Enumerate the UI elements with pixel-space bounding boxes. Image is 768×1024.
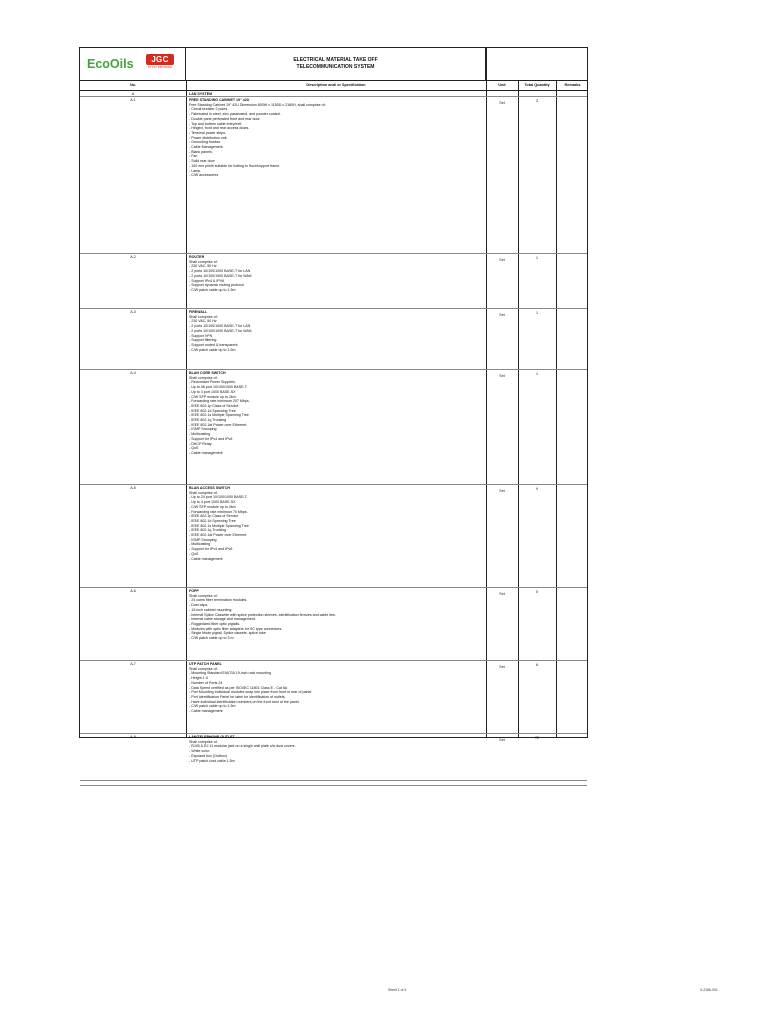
item-unit: Set: [499, 373, 505, 378]
item-quantity: 1: [536, 311, 538, 315]
item-quantity: 6: [536, 663, 538, 667]
item-spec-line: - DHCP Relay: [189, 441, 212, 446]
row-divider: [80, 780, 587, 781]
item-spec-line: - Cable management: [189, 556, 223, 561]
item-title: BLAN ACCESS SWITCH: [189, 486, 230, 490]
item-spec-line: - Lamp.: [189, 168, 202, 173]
item-spec-line: - 230 VAC, 50 Hz: [189, 264, 217, 269]
jgc-logo-mark: JGC: [146, 54, 174, 65]
item-description: [189, 371, 484, 456]
col-desc-header: Description and/ or Specification: [306, 83, 366, 87]
item-spec-line: Shall comprise of:: [189, 314, 218, 319]
col-no-header: No.: [129, 83, 137, 87]
item-spec-line: - Number of Ports 24: [189, 680, 223, 685]
item-spec-line: - IEEE 802.1af Power over Ethernet.: [189, 533, 248, 538]
item-spec-line: - Cable Management.: [189, 145, 224, 150]
item-unit: Set: [499, 591, 505, 596]
item-description: [189, 255, 484, 293]
item-spec-line: - Solid rear door: [189, 159, 215, 164]
item-spec-line: - IEEE 802.1p Class of Service: [189, 514, 239, 519]
item-unit: Set: [499, 664, 505, 669]
item-spec-line: - Fabricated in steel, zinc passivated, and powder coated.: [189, 112, 281, 117]
item-number: A-4: [130, 371, 136, 375]
mto-sheet: [79, 47, 588, 763]
item-spec-line: - Port Mounting Individual modules snap into place from front or rear of panel.: [189, 690, 313, 695]
item-spec-line: - Have individual identification numbers on the front door of the panel.: [189, 699, 300, 704]
logo-cell: [80, 48, 186, 80]
col-unit-header: Unit: [498, 83, 506, 87]
item-spec-line: - Support routed & transparent: [189, 342, 238, 347]
item-quantity: 3: [536, 99, 538, 103]
page-footer: Sheet 1 of 4: [388, 988, 407, 992]
item-spec-line: - 2 ports 10/100/1000 BASE-T for WAN: [189, 328, 252, 333]
jgc-logo-tagline: PT JGC INDONESIA: [147, 66, 173, 69]
item-spec-line: - Modules with optic fiber adapters for SC type connectors.: [189, 626, 283, 631]
doc-title-line1: ELECTRICAL MATERIAL TAKE OFF: [293, 57, 378, 63]
item-spec-line: - IGMP Snooping: [189, 427, 217, 432]
item-spec-line: - 19-inch cabinet mounting.: [189, 607, 233, 612]
item-spec-line: - White color.: [189, 749, 210, 754]
item-spec-line: - Multicasting: [189, 432, 211, 437]
item-spec-line: - Single Mode pigtail, Splice cassete, splice tube: [189, 631, 266, 636]
col-divider: [518, 80, 519, 737]
item-spec-line: - Mounting Standard EIA/TIA 19-inch rack mounting: [189, 671, 272, 676]
item-spec-line: Shall comprise of:: [189, 666, 218, 671]
item-spec-line: - Up to 4 port 1000 BASE-SX: [189, 500, 236, 505]
item-spec-line: - Internal Splice Cassette with splice protection sleeves, identification ferrules and cable ties.: [189, 612, 336, 617]
col-qty-header: Total Quantity: [524, 83, 550, 87]
item-number: A-3: [130, 310, 136, 314]
column-header-row: [80, 80, 587, 91]
item-spec-line: - Dust caps.: [189, 603, 209, 608]
row-divider: [80, 369, 587, 370]
row-divider: [80, 253, 587, 254]
item-spec-line: - Multicasting: [189, 542, 211, 547]
item-spec-line: - C/W SFP module up to 2km: [189, 504, 236, 509]
col-divider: [186, 80, 187, 737]
item-spec-line: - IEEE 802.1d Spanning Tree: [189, 518, 236, 523]
item-spec-line: - C/W patch cable up to 3 m: [189, 636, 234, 641]
row-divider: [80, 785, 587, 786]
item-spec-line: - C/W patch cable up to 1.5m: [189, 704, 236, 709]
item-unit: Set: [499, 100, 505, 105]
item-quantity: 9: [536, 487, 538, 491]
item-spec-line: - Port Identification Panel for label for identification of outlets.: [189, 694, 286, 699]
item-spec-line: - QoS: [189, 446, 199, 451]
item-spec-line: - Support for IPv4 and IPv6: [189, 547, 233, 552]
doc-title-line2: TELECOMMUNICATION SYSTEM: [296, 63, 375, 70]
item-spec-line: - Hinged, front and rear access doors.: [189, 126, 250, 131]
item-spec-line: - 2 ports 10/100/1000 BASE-T for WAN: [189, 273, 252, 278]
item-title: BLAN CORE SWITCH: [189, 371, 226, 375]
item-spec-line: - Exposed box (Outbox): [189, 753, 227, 758]
item-title: UTP PATCH PANEL: [189, 662, 222, 666]
item-spec-line: Shall comprise of:: [189, 739, 218, 744]
item-number: A-2: [130, 255, 136, 259]
item-spec-line: - Support VPN: [189, 333, 213, 338]
row-divider: [80, 484, 587, 485]
ecooils-logo: EcoOils: [87, 57, 134, 71]
item-spec-line: - Cable management: [189, 450, 223, 455]
col-divider: [486, 48, 487, 737]
item-spec-line: - Forwarding rate minimum 70 Mbps.: [189, 509, 248, 514]
item-spec-line: - C/W patch cable up to 1.5m: [189, 347, 236, 352]
item-description: [189, 589, 484, 641]
row-divider: [80, 96, 587, 97]
section-number: A: [131, 92, 135, 96]
col-remarks-header: Remarks: [564, 83, 581, 87]
title-cell: [186, 48, 486, 80]
item-description: [189, 735, 484, 763]
item-spec-line: - IEEE 802.1af Power over Ethernet.: [189, 422, 248, 427]
item-title: ROUTER: [189, 255, 205, 259]
item-spec-line: - IEEE 802.1s Multiple Spanning Tree: [189, 413, 249, 418]
item-unit: Set: [499, 737, 505, 742]
item-spec-line: - RJ45 & RJ 11 modular jack on a single wall plate c/w dust covers.: [189, 744, 296, 749]
item-spec-line: - 2 ports 10/100/1000 BASE-T for LAN: [189, 324, 251, 329]
item-spec-line: - QoS: [189, 551, 199, 556]
row-divider: [80, 733, 587, 734]
item-quantity: 1: [536, 256, 538, 260]
item-spec-line: - Terminal power strips.: [189, 130, 227, 135]
item-spec-line: - Support IPv4 & IPV6: [189, 278, 225, 283]
item-spec-line: - Ruggedized fiber optic pigtails.: [189, 621, 241, 626]
item-spec-line: - Top and bottom cable entry/exit.: [189, 121, 243, 126]
row-divider: [80, 660, 587, 661]
item-description: [189, 662, 484, 714]
item-spec-line: Shall comprise of:: [189, 375, 218, 380]
item-spec-line: - Forwarding rate minimum 207 Mbps.: [189, 399, 250, 404]
item-spec-line: Shall comprise of:: [189, 593, 218, 598]
doc-reference: X-2186-001: [700, 988, 718, 992]
item-spec-line: - Support dynamic routing protocol: [189, 283, 244, 288]
jgc-logo: [146, 54, 174, 72]
item-spec-line: Shall comprise of:: [189, 490, 218, 495]
item-spec-line: - Power distribution unit.: [189, 135, 228, 140]
item-quantity: 5: [536, 590, 538, 594]
item-spec-line: - Up to 24 port 10/100/1000 BASE-T.: [189, 495, 248, 500]
item-spec-line: - Support for IPv4 and IPv6: [189, 436, 233, 441]
item-spec-line: - Circuit breaker 2 poles: [189, 107, 228, 112]
item-quantity: 72: [535, 736, 539, 740]
item-spec-line: - Up to 48 port 10/100/1000 BASE-T.: [189, 385, 248, 390]
item-spec-line: - Cable management: [189, 709, 223, 714]
col-divider: [556, 80, 557, 737]
item-spec-line: - 24 cores fiber termination modules.: [189, 598, 248, 603]
item-spec-line: - UTP patch cord cable 1.5m: [189, 758, 235, 763]
item-title: LAN/TELEPHONE OUTLET: [189, 735, 235, 739]
item-title: FOPP: [189, 589, 199, 593]
sheet-header: [80, 48, 587, 81]
row-divider: [80, 308, 587, 309]
item-spec-line: - IEEE 802.1s Multiple Spanning Tree: [189, 523, 249, 528]
item-spec-line: - Double pane perforated front and rear door.: [189, 116, 261, 121]
item-spec-line: - Fan: [189, 154, 198, 159]
item-spec-line: - IEEE 802.1q Trunking: [189, 528, 227, 533]
item-number: A-7: [130, 662, 136, 666]
item-spec-line: - Redundant Power Supplies.: [189, 380, 236, 385]
item-spec-line: - 230 VAC, 50 Hz: [189, 319, 217, 324]
item-spec-line: Free Standing Cabinet 19" 42U Dimension 800W x 1150D x 2180H, shall comprise of:: [189, 102, 326, 107]
item-spec-line: - C/W patch cable up to 1.5m: [189, 287, 236, 292]
item-number: A-5: [130, 486, 136, 490]
item-spec-line: - IGMP Snooping: [189, 537, 217, 542]
item-title: FIREWALL: [189, 310, 208, 314]
item-unit: Set: [499, 257, 505, 262]
section-title-text: LAN SYSTEM: [189, 92, 213, 96]
item-spec-line: - IEEE 802.1q Trunking: [189, 418, 227, 423]
item-unit: Set: [499, 312, 505, 317]
item-number: A-8: [130, 735, 136, 739]
item-spec-line: - Support filtering: [189, 338, 217, 343]
item-description: [189, 310, 484, 352]
item-unit: Set: [499, 488, 505, 493]
item-spec-line: - IEEE 802.1p Class of Service: [189, 403, 239, 408]
item-spec-line: - C/W accessories: [189, 173, 219, 178]
item-spec-line: - Height 1 U: [189, 676, 209, 681]
item-spec-line: - Up to 4 port 1000 BASE-SX: [189, 389, 236, 394]
item-spec-line: - Grounding busbar.: [189, 140, 221, 145]
item-description: [189, 98, 484, 178]
item-spec-line: - Data Speed certified as per ISO/IEC 11801 Class E - Cat 6A: [189, 685, 288, 690]
item-spec-line: - C/W SFP module up to 2km: [189, 394, 236, 399]
item-spec-line: - 100 mm plinth suitable for bolting to floor/support frame.: [189, 163, 281, 168]
item-spec-line: - 2 ports 10/100/1000 BASE-T for LAN: [189, 269, 251, 274]
item-title: FREE STANDING CABINET 19" 42U: [189, 98, 250, 102]
item-quantity: 1: [536, 372, 538, 376]
item-spec-line: - Internal cable storage and management.: [189, 617, 256, 622]
item-spec-line: - IEEE 802.1d Spanning Tree: [189, 408, 236, 413]
item-description: [189, 486, 484, 561]
item-number: A-1: [130, 98, 136, 102]
item-spec-line: Shall comprise of:: [189, 259, 218, 264]
item-spec-line: - Blank panels.: [189, 149, 213, 154]
item-number: A-6: [130, 589, 136, 593]
row-divider: [80, 587, 587, 588]
